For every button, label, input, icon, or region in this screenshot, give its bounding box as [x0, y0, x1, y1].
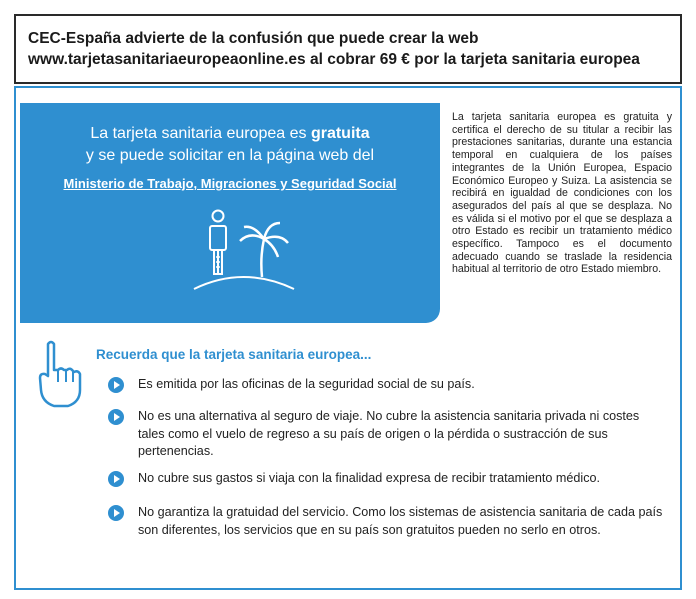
play-bullet-icon: [108, 409, 124, 425]
play-bullet-icon: [108, 505, 124, 521]
header-line-2: www.tarjetasanitariaeuropeaonline.es al cobrar 69 € por la tarjeta sanitaria europea: [28, 51, 640, 68]
promo-line-1-text: La tarjeta sanitaria europea es: [90, 125, 311, 142]
island-palm-person-icon: [188, 207, 298, 297]
side-description: La tarjeta sanitaria europea es gratuita y certifica el derecho de su titular a recibir las prestaciones sanitarias, durante una estancia temporal en cualquiera de los países integrantes de la Unión Europea, Espacio Económico Europeo y Suiza. La asistencia se recibirá en igualdad de condiciones con los asegurados del país al que se desplaza. No es válida si el motivo por el que se desplaza a otro Estado es recibir un tratamiento médico específico. Tampoco es el documento adecuado cuando se traslade la residencia habitual al territorio de otro Estado miembro.: [452, 111, 672, 276]
promo-panel: [20, 103, 440, 323]
reminder-item-text: Es emitida por las oficinas de la seguridad social de su país.: [138, 377, 475, 391]
play-bullet-icon: [108, 471, 124, 487]
reminder-item-text: No es una alternativa al seguro de viaje. No cubre la asistencia sanitaria privada ni costes tales como el vuelo de regreso a su país de origen o la pérdida o sustracción de sus pertenencias.: [138, 409, 640, 458]
ministry-link[interactable]: Ministerio de Trabajo, Migraciones y Seguridad Social: [63, 176, 397, 191]
header-notice: [14, 14, 682, 84]
promo-line-2: y se puede solicitar en la página web del: [85, 147, 375, 164]
reminder-item-text: No garantiza la gratuidad del servicio. Como los sistemas de asistencia sanitaria de cada país son diferentes, los servicios que en su país son gratuitos pueden no serlo en otros.: [138, 505, 663, 537]
pointing-hand-icon: [34, 340, 84, 410]
promo-line-1: [20, 125, 440, 143]
reminder-item-text: No cubre sus gastos si viaja con la finalidad expresa de recibir tratamiento médico.: [138, 471, 601, 485]
play-bullet-icon: [108, 377, 124, 393]
reminder-title: Recuerda que la tarjeta sanitaria europea...: [96, 347, 372, 362]
header-line-1: CEC-España advierte de la confusión que puede crear la web: [28, 30, 479, 47]
promo-free-emphasis: gratuita: [310, 125, 370, 142]
